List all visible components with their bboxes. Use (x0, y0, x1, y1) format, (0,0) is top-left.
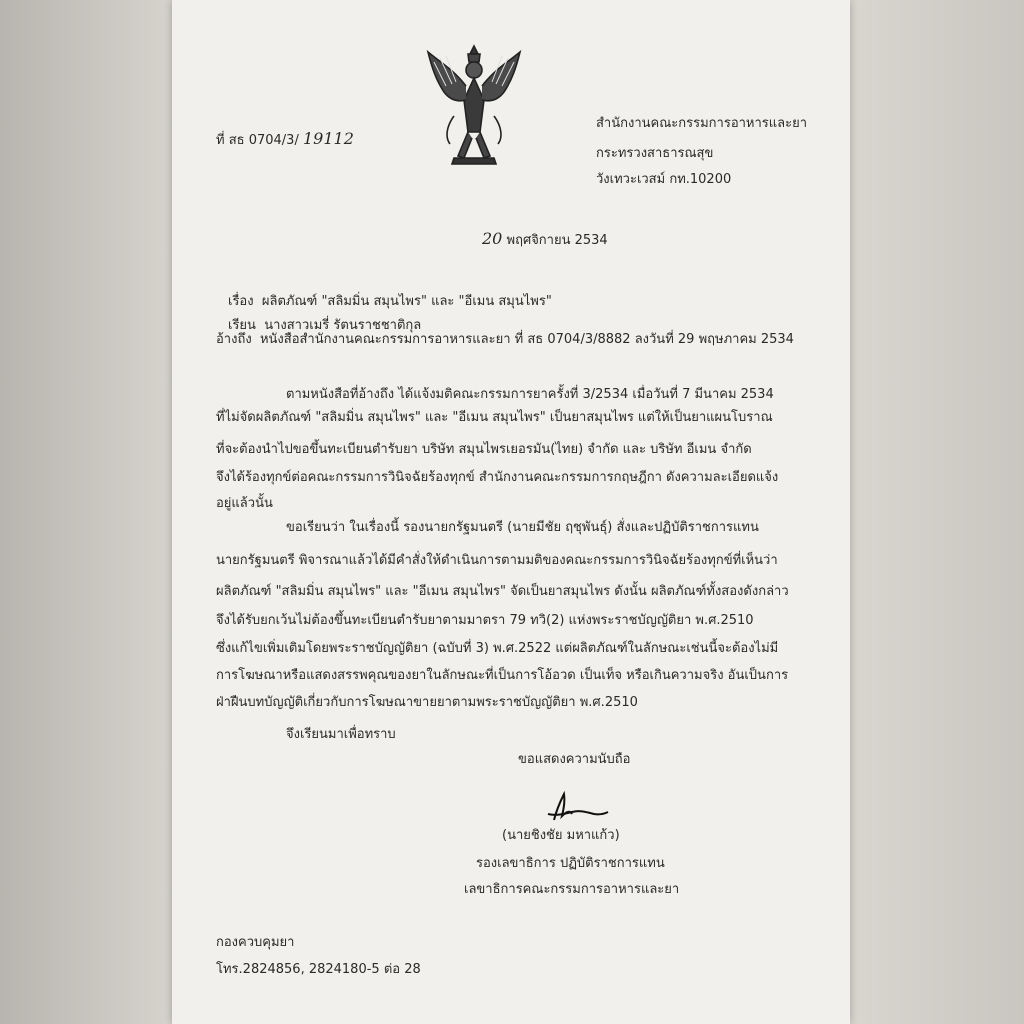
background-left (0, 0, 172, 1024)
footer-phone: โทร.2824856, 2824180-5 ต่อ 28 (216, 962, 421, 977)
garuda-emblem (424, 40, 524, 168)
letter-date (482, 231, 608, 249)
paragraph-2-line: จึงได้รับยกเว้นไม่ต้องขึ้นทะเบียนตำรับยาตามมาตรา 79 ทวิ(2) แห่งพระราชบัญญัติยา พ.ศ.2510 (216, 613, 754, 628)
paragraph-2-line: การโฆษณาหรือแสดงสรรพคุณของยาในลักษณะที่เป็นการโอ้อวด เป็นเท็จ หรือเกินความจริง อันเป็นการ (216, 668, 789, 683)
date-day: 20 (482, 229, 503, 248)
sender-line-2: กระทรวงสาธารณสุข (596, 146, 714, 161)
signatory-name: (นายชิงชัย มหาแก้ว) (502, 828, 620, 843)
reference-ref-text: หนังสือสำนักงานคณะกรรมการอาหารและยา ที่ สธ 0704/3/8882 ลงวันที่ 29 พฤษภาคม 2534 (259, 332, 794, 347)
sender-line-1: สำนักงานคณะกรรมการอาหารและยา (596, 116, 808, 131)
paragraph-1-line: ที่จะต้องนำไปขอขึ้นทะเบียนตำรับยา บริษัท สมุนไพรเยอรมัน(ไทย) จำกัด และ บริษัท อีเมน จำกัด (216, 442, 752, 457)
paragraph-1-line: จึงได้ร้องทุกข์ต่อคณะกรรมการวินิจฉัยร้องทุกข์ สำนักงานคณะกรรมการกฤษฎีกา ดังความละเอียดแจ้ง (216, 470, 779, 485)
paragraph-1-line: อยู่แล้วนั้น (216, 496, 273, 511)
reference-ref-label: อ้างถึง (216, 332, 252, 347)
paragraph-2-line: ผลิตภัณฑ์ "สลิมมิ่น สมุนไพร" และ "อีเมน สมุนไพร" จัดเป็นยาสมุนไพร ดังนั้น ผลิตภัณฑ์ทั้งสองดังกล่าว (216, 584, 789, 599)
paragraph-2-line: นายกรัฐมนตรี พิจารณาแล้วได้มีคำสั่งให้ดำเนินการตามมติของคณะกรรมการวินิจฉัยร้องทุกข์ที่เห็นว่า (216, 553, 778, 568)
reference-handwritten-number: 19112 (302, 129, 354, 148)
reference-number-text: สธ 0704/3/ (228, 133, 299, 148)
signatory-title-2: เลขาธิการคณะกรรมการอาหารและยา (464, 882, 680, 897)
paragraph-1-line: ตามหนังสือที่อ้างถึง ได้แจ้งมติคณะกรรมการยาครั้งที่ 3/2534 เมื่อวันที่ 7 มีนาคม 2534 (286, 387, 774, 402)
background-right (848, 0, 1024, 1024)
recipient-label: เรียน (228, 318, 256, 333)
subject-line (228, 294, 552, 310)
reference-label: ที่ (216, 133, 225, 148)
paragraph-2-line: ฝ่าฝืนบทบัญญัติเกี่ยวกับการโฆษณาขายยาตามพระราชบัญญัติยา พ.ศ.2510 (216, 695, 638, 710)
subject-text: ผลิตภัณฑ์ "สลิมมิ่น สมุนไพร" และ "อีเมน สมุนไพร" (261, 294, 552, 309)
paragraph-2-line: ขอเรียนว่า ในเรื่องนี้ รองนายกรัฐมนตรี (นายมีชัย ฤชุพันธุ์) สั่งและปฏิบัติราชการแทน (286, 520, 759, 535)
reference-number (216, 131, 354, 149)
closing-regards: ขอแสดงความนับถือ (518, 752, 631, 767)
footer-division: กองควบคุมยา (216, 935, 295, 950)
handwritten-signature (542, 790, 612, 826)
signatory-title-1: รองเลขาธิการ ปฏิบัติราชการแทน (476, 856, 665, 871)
reference-line (216, 332, 794, 348)
paragraph-2-line: ซึ่งแก้ไขเพิ่มเติมโดยพระราชบัญญัติยา (ฉบับที่ 3) พ.ศ.2522 แต่ผลิตภัณฑ์ในลักษณะเช่นนี้จะต้องไม่มี (216, 641, 779, 656)
subject-label: เรื่อง (228, 294, 254, 309)
paragraph-1-line: ที่ไม่จัดผลิตภัณฑ์ "สลิมมิ่น สมุนไพร" และ "อีเมน สมุนไพร" เป็นยาสมุนไพร แต่ให้เป็นยาแผนโบราณ (216, 410, 773, 425)
sender-line-3: วังเทวะเวสม์ กท.10200 (596, 172, 732, 187)
letter-page (172, 0, 850, 1024)
closing-request: จึงเรียนมาเพื่อทราบ (286, 727, 396, 742)
date-month-year: พฤศจิกายน 2534 (506, 233, 608, 248)
recipient-name: นางสาวเมรี่ รัตนราชชาติกุล (264, 318, 422, 333)
